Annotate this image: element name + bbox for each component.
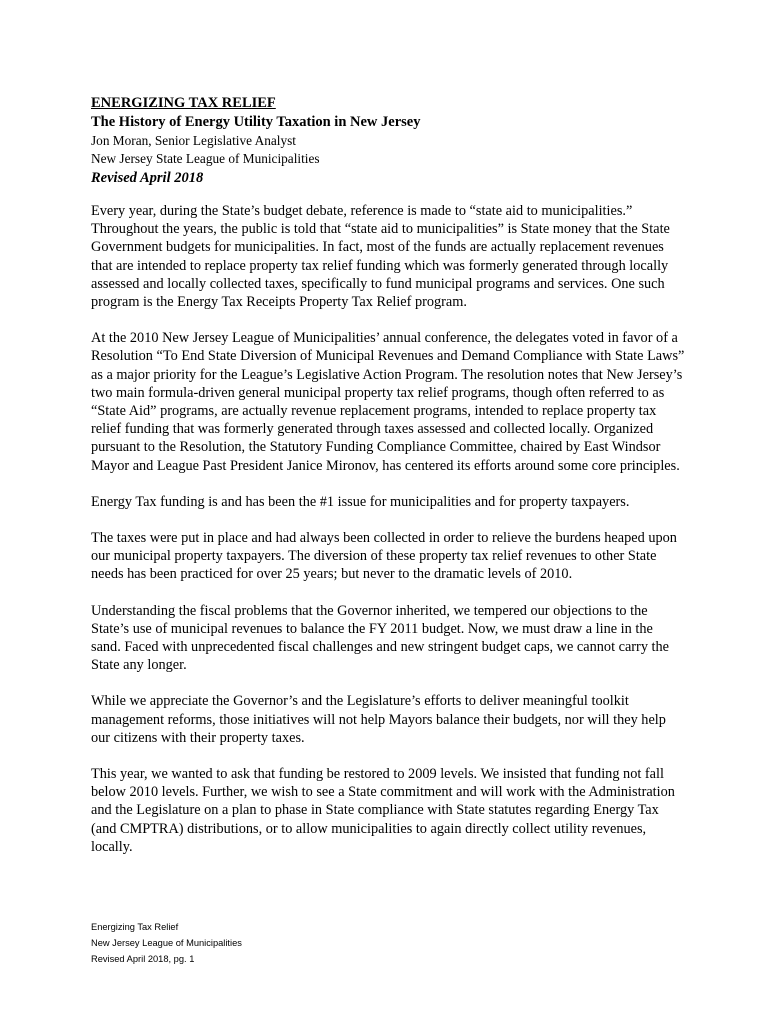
document-title: ENERGIZING TAX RELIEF bbox=[91, 95, 276, 111]
body-paragraph: Understanding the fiscal problems that the Governor inherited, we tempered our objections to the State’s use of municipal revenues to balance the FY 2011 budget. Now, we must draw a line in the sand. Faced with unprecedented fiscal challenges and new stringent budget caps, we cannot carry the State any longer. bbox=[91, 602, 670, 674]
body-paragraph: Every year, during the State’s budget debate, reference is made to “state aid to municipalities.” Throughout the years, the public is told that “state aid to municipalities” is State money that the State Government budgets for municipalities. In fact, most of the funds are actually replacement revenues that are intended to replace property tax relief funding which was formerly generated through locally assessed and locally collected taxes, specifically to fund municipal programs and services. One such program is the Energy Tax Receipts Property Tax Relief program. bbox=[91, 203, 670, 311]
document-content bbox=[91, 94, 686, 874]
page-footer bbox=[91, 919, 242, 967]
footer-organization: New Jersey League of Municipalities bbox=[91, 938, 242, 948]
body-paragraph: While we appreciate the Governor’s and the Legislature’s efforts to deliver meaningful toolkit management reforms, those initiatives will not help Mayors balance their budgets, nor will they help our citizens with their property taxes. bbox=[91, 693, 666, 746]
organization-line: New Jersey State League of Municipalities bbox=[91, 151, 320, 166]
body-paragraph: The taxes were put in place and had always been collected in order to relieve the burdens heaped upon our municipal property taxpayers. The diversion of these property tax relief revenues to other State needs has been practiced for over 25 years; but never to the dramatic levels of 2010. bbox=[91, 530, 677, 583]
body-paragraph: Energy Tax funding is and has been the #1 issue for municipalities and for property taxpayers. bbox=[91, 493, 630, 510]
body-paragraph: This year, we wanted to ask that funding be restored to 2009 levels. We insisted that funding not fall below 2010 levels. Further, we wish to see a State commitment and will work with the Administration and the Legislature on a plan to phase in State compliance with State statutes regarding Energy Tax (and CMPTRA) distributions, or to allow municipalities to again directly collect utility revenues, locally. bbox=[91, 766, 675, 855]
author-line: Jon Moran, Senior Legislative Analyst bbox=[91, 133, 296, 148]
revision-date: Revised April 2018 bbox=[91, 170, 204, 186]
footer-page-info: Revised April 2018, pg. 1 bbox=[91, 954, 195, 964]
document-subtitle: The History of Energy Utility Taxation in New Jersey bbox=[91, 114, 421, 130]
body-paragraph: At the 2010 New Jersey League of Municipalities’ annual conference, the delegates voted in favor of a Resolution “To End State Diversion of Municipal Revenues and Demand Compliance with State Laws” as a major priority for the League’s Legislative Action Program. The resolution notes that New Jersey’s two main formula-driven general municipal property tax relief programs, though often referred to as “State Aid” programs, are actually revenue replacement programs, intended to replace property tax relief funding that was formerly generated through taxes assessed and collected locally. Organized pursuant to the Resolution, the Statutory Funding Compliance Committee, chaired by East Windsor Mayor and League Past President Janice Mironov, has centered its efforts around some core principles. bbox=[91, 330, 685, 474]
footer-title: Energizing Tax Relief bbox=[91, 922, 179, 932]
